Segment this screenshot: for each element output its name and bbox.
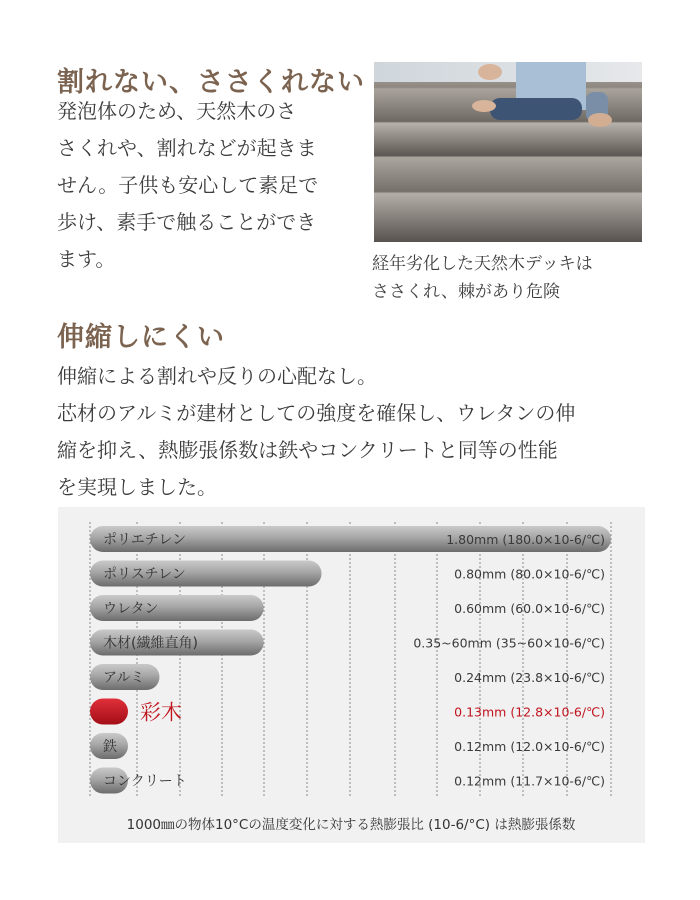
- chart-category-label: ポリエチレン: [103, 532, 187, 548]
- section2-line: 芯材のアルミが建材としての強度を確保し、ウレタンの伸: [57, 401, 576, 425]
- section2-line: 縮を抑え、熱膨張係数は鉄やコンクリートと同等の性能: [57, 438, 558, 462]
- chart-category-label: ウレタン: [103, 601, 159, 617]
- chart-value-label: 0.12mm (11.7×10-6/℃): [454, 773, 605, 789]
- chart-value-label: 1.80mm (180.0×10-6/℃): [446, 532, 605, 547]
- chart-value-label: 0.35~60mm (35~60×10-6/℃): [413, 635, 605, 651]
- chart-category-label: ポリスチレン: [103, 566, 186, 583]
- section2-title: 伸縮しにくい: [57, 322, 225, 353]
- section2-line: 伸縮による割れや反りの心配なし。: [57, 364, 377, 388]
- chart-footnote: 1000㎜の物体10°Cの温度変化に対する熱膨張比 (10-6/°C) は熱膨張係数: [126, 817, 576, 833]
- chart-value-label: 0.24mm (23.8×10-6/℃): [454, 670, 605, 685]
- section1-line: 歩け、素手で触ることができ: [57, 210, 317, 234]
- chart-category-label: 木材(繊維直角): [103, 635, 198, 652]
- chart-category-label: コンクリート: [103, 773, 187, 790]
- chart-category-label: 鉄: [103, 739, 117, 755]
- chart-value-labels: [413, 532, 605, 789]
- chart-value-label: 0.12mm (12.0×10-6/℃): [454, 739, 605, 754]
- photo-caption-line: 経年劣化した天然木デッキは: [372, 254, 593, 274]
- chart-value-label: 0.13mm (12.8×10-6/℃): [454, 704, 605, 720]
- section1-line: ます。: [57, 247, 116, 271]
- section1-title: 割れない、ささくれない: [57, 67, 365, 98]
- chart-bar: [90, 699, 128, 725]
- section1-line: せん。子供も安心して素足で: [57, 173, 319, 197]
- section2-line: を実現しました。: [57, 475, 217, 499]
- section1-line: 発泡体のため、天然木のさ: [57, 99, 297, 123]
- chart-category-label: アルミ: [103, 670, 145, 686]
- photo-caption-line: ささくれ、棘があり危険: [372, 282, 561, 302]
- section1-line: さくれや、割れなどが起きま: [57, 136, 317, 160]
- chart-category-label: 彩木: [140, 700, 182, 725]
- chart-value-label: 0.80mm (80.0×10-6/℃): [454, 566, 605, 582]
- chart-value-label: 0.60mm (60.0×10-6/℃): [454, 601, 605, 616]
